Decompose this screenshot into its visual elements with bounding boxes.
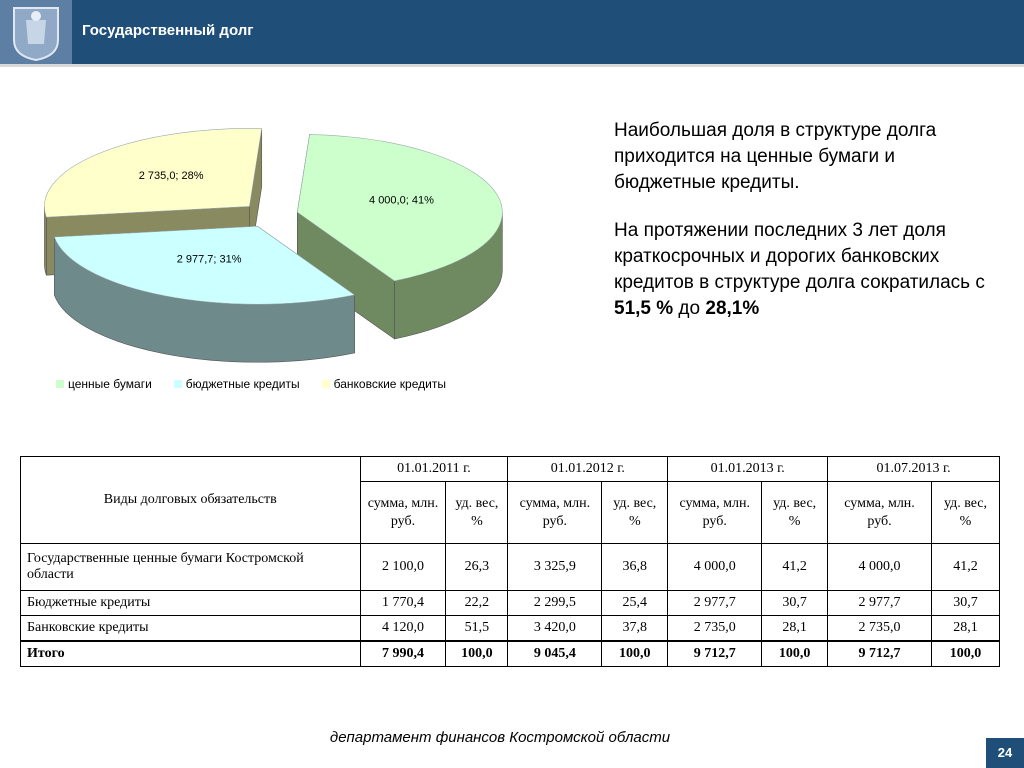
table-cell: 30,7 xyxy=(762,591,828,616)
row-label: Государственные ценные бумаги Костромской области xyxy=(21,544,361,591)
pie-data-label: 4 000,0; 41% xyxy=(369,194,434,207)
table-cell: 37,8 xyxy=(602,616,668,642)
table-row xyxy=(21,544,1000,591)
table-cell: 100,0 xyxy=(602,641,668,667)
table-cell: 4 000,0 xyxy=(828,544,932,591)
legend-item xyxy=(322,377,446,391)
table-cell: 2 977,7 xyxy=(828,591,932,616)
summary-paragraph-1: Наибольшая доля в структуре долга приходится на ценные бумаги и бюджетные кредиты. xyxy=(614,120,937,193)
table-cell: 9 045,4 xyxy=(508,641,602,667)
share-header: уд. вес, % xyxy=(602,482,668,544)
table-cell: 41,2 xyxy=(932,544,1000,591)
coat-of-arms-logo xyxy=(0,0,72,64)
page-title: Государственный долг xyxy=(82,22,254,39)
header-divider xyxy=(0,64,1024,67)
table-cell: 9 712,7 xyxy=(828,641,932,667)
legend-item xyxy=(174,377,300,391)
legend-label: банковские кредиты xyxy=(333,377,446,391)
share-header: уд. вес, % xyxy=(932,482,1000,544)
sum-header: сумма, млн. руб. xyxy=(508,482,602,544)
table-cell: 100,0 xyxy=(762,641,828,667)
summary-highlight: 28,1% xyxy=(705,298,760,319)
table-row xyxy=(21,616,1000,642)
debt-structure-pie-chart xyxy=(30,120,590,410)
table-cell: 7 990,4 xyxy=(360,641,446,667)
table-cell: 3 420,0 xyxy=(508,616,602,642)
footer-department: департамент финансов Костромской области xyxy=(329,729,671,746)
table-cell: 100,0 xyxy=(932,641,1000,667)
table-cell: 28,1 xyxy=(932,616,1000,642)
page-number: 24 xyxy=(986,738,1024,768)
summary-text-part: до xyxy=(673,298,706,319)
debt-table xyxy=(20,456,1000,667)
row-label: Банковские кредиты xyxy=(21,616,361,642)
pie-data-label: 2 735,0; 28% xyxy=(138,169,204,182)
table-cell: 41,2 xyxy=(762,544,828,591)
table-cell: 36,8 xyxy=(602,544,668,591)
table-row xyxy=(21,591,1000,616)
table-cell: 30,7 xyxy=(932,591,1000,616)
summary-highlight: 51,5 % xyxy=(614,298,674,319)
table-cell: 22,2 xyxy=(446,591,508,616)
summary-paragraph-2 xyxy=(614,218,994,322)
legend-item xyxy=(56,377,152,391)
table-cell: 2 735,0 xyxy=(828,616,932,642)
summary-text xyxy=(614,118,994,344)
table-cell: 1 770,4 xyxy=(360,591,446,616)
summary-text-part: На протяжении последних 3 лет доля краткосрочных и дорогих банковских кредитов в структуре долга сократилась с xyxy=(614,220,985,293)
share-header: уд. вес, % xyxy=(762,482,828,544)
legend-label: ценные бумаги xyxy=(68,377,152,391)
table-cell: 2 100,0 xyxy=(360,544,446,591)
chart-legend xyxy=(56,377,446,391)
sum-header: сумма, млн. руб. xyxy=(360,482,446,544)
date-header: 01.01.2013 г. xyxy=(668,457,828,482)
legend-swatch xyxy=(322,380,330,388)
table-cell: 25,4 xyxy=(602,591,668,616)
table-cell: 2 735,0 xyxy=(668,616,762,642)
row-label: Бюджетные кредиты xyxy=(21,591,361,616)
table-cell: 3 325,9 xyxy=(508,544,602,591)
table-corner-header: Виды долговых обязательств xyxy=(21,457,361,544)
date-header: 01.01.2011 г. xyxy=(360,457,508,482)
table-cell: 2 977,7 xyxy=(668,591,762,616)
legend-label: бюджетные кредиты xyxy=(185,377,300,391)
row-label: Итого xyxy=(21,641,361,667)
table-row xyxy=(21,641,1000,667)
table-cell: 26,3 xyxy=(446,544,508,591)
table-cell: 9 712,7 xyxy=(668,641,762,667)
legend-swatch xyxy=(174,380,182,388)
header-bar xyxy=(0,0,1024,64)
sum-header: сумма, млн. руб. xyxy=(828,482,932,544)
share-header: уд. вес, % xyxy=(446,482,508,544)
table-cell: 51,5 xyxy=(446,616,508,642)
date-header: 01.07.2013 г. xyxy=(828,457,1000,482)
table-cell: 4 000,0 xyxy=(668,544,762,591)
table-cell: 28,1 xyxy=(762,616,828,642)
date-header: 01.01.2012 г. xyxy=(508,457,668,482)
pie-data-label: 2 977,7; 31% xyxy=(176,253,242,266)
table-cell: 2 299,5 xyxy=(508,591,602,616)
table-cell: 100,0 xyxy=(446,641,508,667)
table-cell: 4 120,0 xyxy=(360,616,446,642)
legend-swatch xyxy=(56,380,64,388)
sum-header: сумма, млн. руб. xyxy=(668,482,762,544)
